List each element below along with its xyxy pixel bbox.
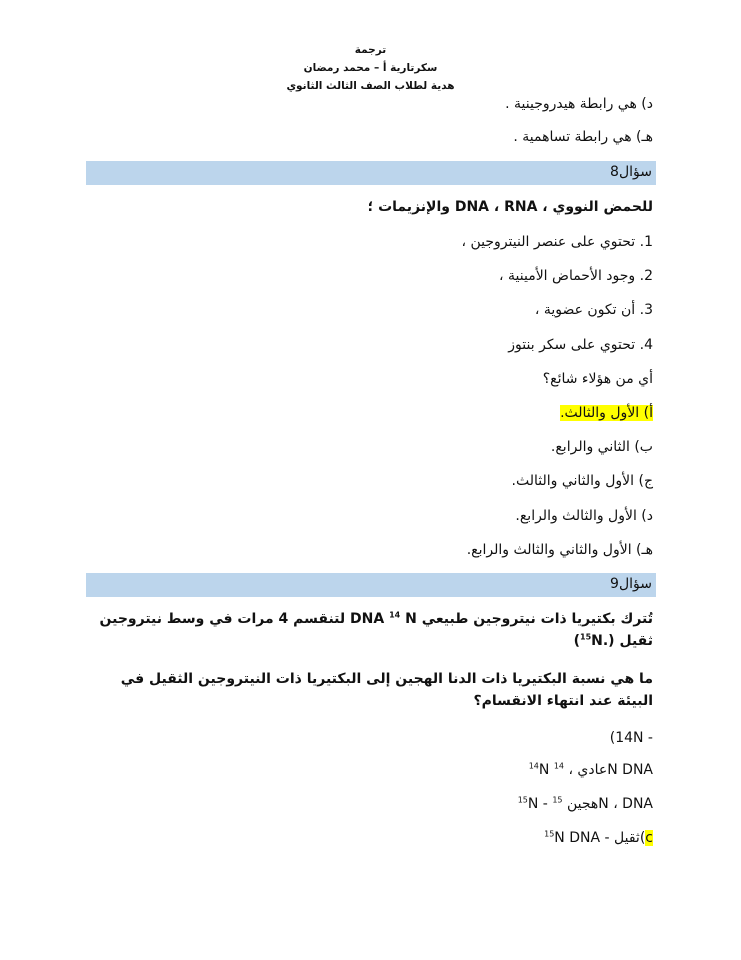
q9-stem-sup-14: 14 <box>389 610 401 620</box>
q9-line-c-text-a: N - هجين <box>527 796 599 812</box>
q8-option-b: ب) الثاني والرابع. <box>550 439 653 455</box>
q9-line-d-text: N DNA - ثقيل( <box>554 830 646 846</box>
q8-option-h: هـ) الأول والثاني والثالث والرابع. <box>466 542 653 558</box>
q8-item-4: 4. تحتوي على سكر بنتوز <box>508 337 653 353</box>
q9-stem-sup-15: 15 <box>580 632 592 642</box>
q8-question: أي من هؤلاء شائع؟ <box>542 371 653 387</box>
q8-answer-highlighted <box>560 405 653 421</box>
header-dedication: هدية لطلاب الصف الثالث الثانوي <box>286 80 455 92</box>
q9-line-b-sup-a: 14 <box>528 761 539 771</box>
q9-stem <box>83 608 653 652</box>
q9-line-c-sup-b: 15 <box>552 795 563 805</box>
q9-line-c-text-b: N ، DNA <box>598 796 653 812</box>
q9-line-d <box>544 830 653 846</box>
q9-line-c-sup-a: 15 <box>517 795 528 805</box>
q9-title: سؤال9 <box>610 576 652 592</box>
q9-heading-bar <box>86 573 656 597</box>
q8-answer-highlight: أ) الأول والثالث. <box>560 405 653 421</box>
header-author: سكرتارية أ – محمد رمضان <box>303 62 438 74</box>
q8-item-2: 2. وجود الأحماض الأمينية ، <box>499 268 653 284</box>
q9-question: ما هي نسبة البكتيريا ذات الدنا الهجين إلى البكتيريا ذات النيتروجين الثقيل في البيئة عند انتهاء الانقسام؟ <box>120 671 653 709</box>
q8-stem: للحمض النووي ، DNA ، RNA والإنزيمات ؛ <box>367 199 653 215</box>
q9-stem-part-c: ثقيل (. <box>602 633 653 649</box>
q9-stem-part-b: N لتنقسم 4 مرات في وسط نيتروجين <box>99 611 417 627</box>
q9-line-a: (14N - <box>609 730 653 746</box>
q8-option-c: ج) الأول والثاني والثالث. <box>511 473 653 489</box>
q7-option-d: د) هي رابطة هيدروجينية . <box>505 96 653 112</box>
q8-option-d: د) الأول والثالث والرابع. <box>515 508 653 524</box>
q9-stem-part-a: تُترك بكتيريا ذات نيتروجين طبيعي DNA <box>350 611 653 627</box>
q9-line-d-highlight: c <box>645 830 653 846</box>
q9-line-b-text-a: N عادي ، <box>538 762 608 778</box>
q9-line-c <box>518 796 653 812</box>
q8-heading-bar <box>86 161 656 185</box>
q9-line-b-text-b: N DNA <box>607 762 653 778</box>
q9-line-b-sup-b: 14 <box>553 761 564 771</box>
q9-line-b <box>529 762 653 778</box>
q8-title: سؤال8 <box>610 164 652 180</box>
header-title: ترجمة <box>354 44 387 56</box>
q9-stem-part-d: N) <box>573 633 603 649</box>
q9-line-d-sup: 15 <box>544 829 555 839</box>
q8-item-1: 1. تحتوي على عنصر النيتروجين ، <box>461 234 653 250</box>
q8-item-3: 3. أن تكون عضوية ، <box>534 302 653 318</box>
q7-option-h: هـ) هي رابطة تساهمية . <box>513 129 653 145</box>
